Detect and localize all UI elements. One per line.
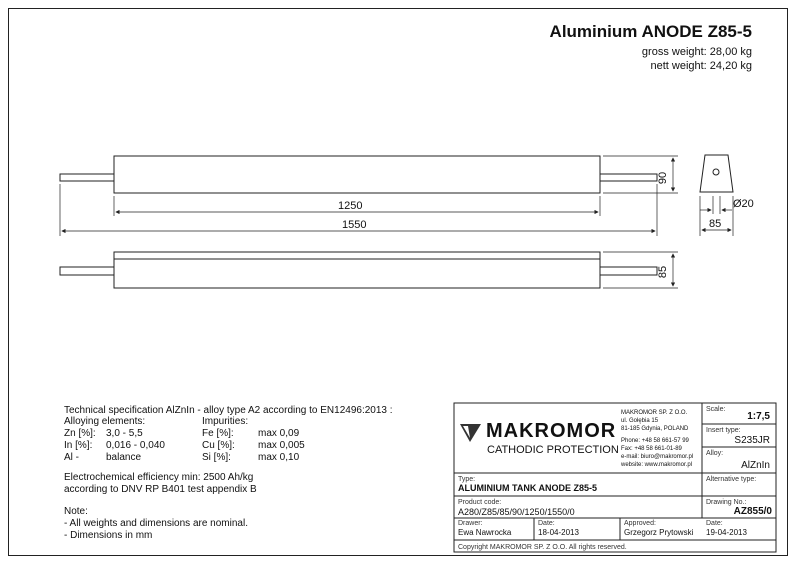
drawing-no-value: AZ855/0 [733,506,772,517]
efficiency-text: Electrochemical efficiency min: 2500 Ah/kg [64,472,254,483]
approved-value: Grzegorz Prytowski [624,528,694,537]
product-code-label: Product code: [458,499,502,506]
scale-value: 1:7,5 [747,411,770,422]
date2-value: 19-04-2013 [706,528,747,537]
type-value: ALUMINIUM TANK ANODE Z85-5 [458,483,597,493]
alloy-value: AlZnIn [741,460,770,471]
note-heading: Note: [64,506,88,517]
company-fax: Fax: +48 58 661-01-89 [621,446,682,452]
spec-in-val: 0,016 - 0,040 [106,440,165,451]
spec-cu: Cu [%]: [202,440,235,451]
nett-weight: nett weight: 24,20 kg [650,60,752,72]
copyright: Copyright MAKROMOR SP. Z O.O. All rights reserved. [458,544,627,551]
alloying-label: Alloying elements: [64,416,146,427]
dim-1250-label: 1250 [338,200,363,212]
drawing-no-label: Drawing No.: [706,499,747,506]
insert-type-label: Insert type: [706,427,741,434]
company-website: website: www.makromor.pl [621,462,693,468]
company-address-3: 81-185 Gdynia, POLAND [621,426,689,432]
spec-heading: Technical specification AlZnIn - alloy type A2 according to EN12496:2013 : [64,405,393,416]
test-text: according to DNV RP B401 test appendix B [64,484,257,495]
date-label: Date: [538,520,555,527]
insert-type-value: S235JR [734,435,770,446]
drawer-value: Ewa Nawrocka [458,528,512,537]
spec-al: Al - [64,452,79,463]
gross-weight: gross weight: 28,00 kg [641,46,752,58]
type-label: Type: [458,476,476,483]
dim-diameter-label: Ø20 [733,198,754,210]
product-code-value: A280/Z85/85/90/1250/1550/0 [458,507,575,517]
company-phone: Phone: +48 58 661-57 99 [621,438,689,444]
top-view [60,252,657,288]
drawer-label: Drawer: [458,520,483,527]
date-value: 18-04-2013 [538,528,579,537]
spec-cu-val: max 0,005 [258,440,305,451]
spec-in: In [%]: [64,440,93,451]
dim-85-section-label: 85 [709,218,722,230]
alloy-label: Alloy: [706,450,724,457]
approved-label: Approved: [624,520,656,527]
spec-fe: Fe [%]: [202,428,234,439]
makromor-logo [460,424,481,442]
dim-90-label: 90 [657,171,670,185]
company-address-1: MAKROMOR SP. Z O.O. [621,410,688,416]
spec-fe-val: max 0,09 [258,428,300,439]
spec-al-val: balance [106,452,142,463]
date2-label: Date: [706,520,723,527]
company-name: MAKROMOR [486,420,617,442]
company-email: e-mail: biuro@makromor.pl [621,454,694,460]
company-subtitle: CATHODIC PROTECTION [487,444,619,456]
alternative-type-label: Alternative type: [706,476,757,483]
spec-zn: Zn [%]: [64,428,96,439]
spec-si: Si [%]: [202,452,231,463]
spec-si-val: max 0,10 [258,452,300,463]
dim-1550-label: 1550 [342,219,367,231]
drawing-title: Aluminium ANODE Z85-5 [549,22,752,41]
note-1: - All weights and dimensions are nominal. [64,518,248,529]
scale-label: Scale: [706,406,726,413]
front-view [60,156,657,193]
impurities-label: Impurities: [202,416,249,427]
company-address-2: ul. Gołębia 15 [621,418,659,424]
spec-zn-val: 3,0 - 5,5 [106,428,143,439]
dim-85-top-label: 85 [657,265,670,279]
note-2: - Dimensions in mm [64,530,153,541]
